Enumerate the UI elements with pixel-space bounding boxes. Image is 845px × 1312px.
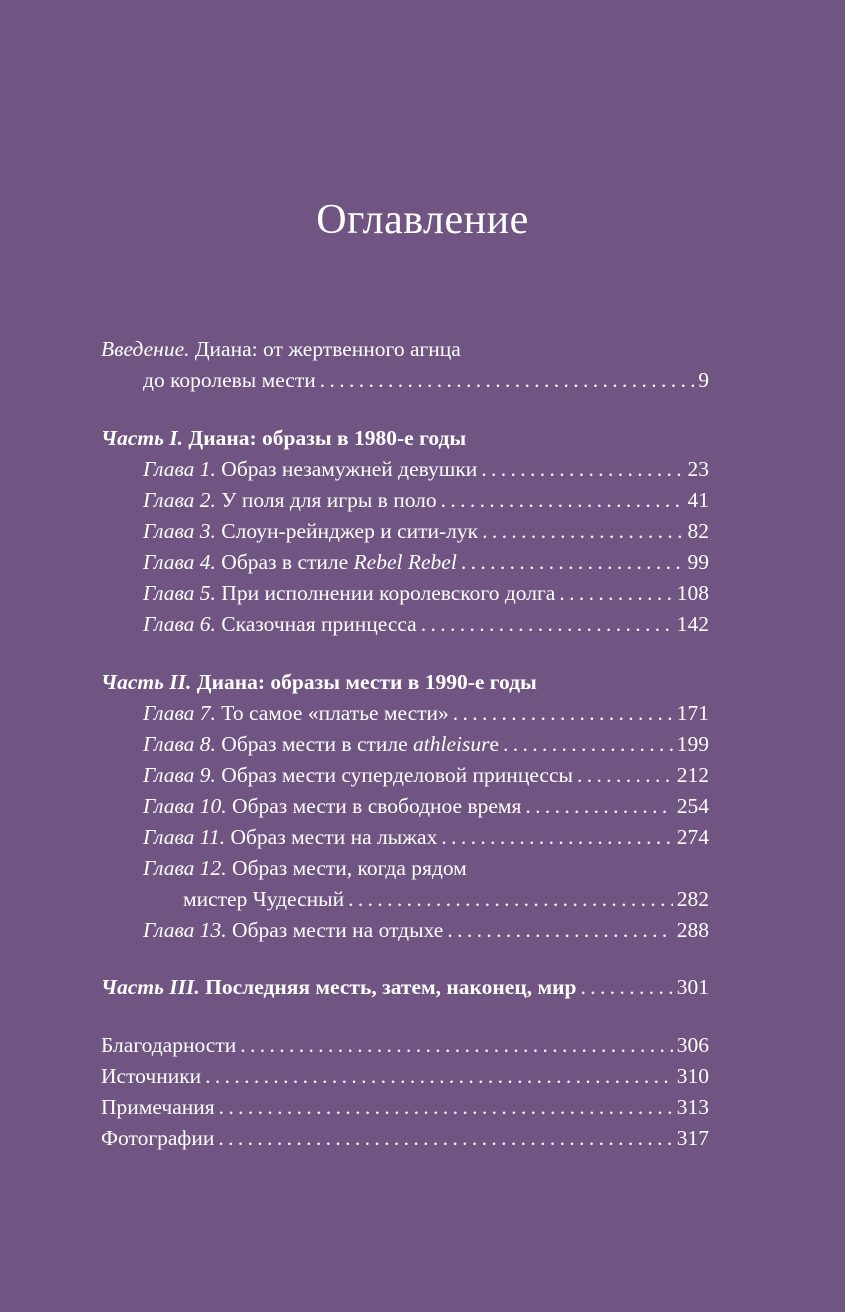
toc-chapter-6[interactable] — [0, 609, 845, 640]
toc-intro-line1 — [0, 334, 845, 365]
chapter-title: Образ мести суперделовой принцессы — [221, 763, 573, 787]
chapter-title-italic: athleisur — [413, 732, 490, 756]
chapter-title-line2: мистер Чудесный — [183, 887, 345, 911]
chapter-prefix: Глава 2. — [143, 488, 216, 512]
leader-dots — [559, 578, 672, 609]
leader-dots — [503, 729, 673, 760]
chapter-prefix: Глава 11. — [143, 825, 226, 849]
toc-part-1[interactable] — [0, 423, 845, 454]
leader-dots — [580, 972, 672, 1003]
toc-photos[interactable] — [0, 1123, 845, 1154]
chapter-prefix: Глава 10. — [143, 794, 227, 818]
toc-chapter-4[interactable] — [0, 547, 845, 578]
leader-dots — [421, 609, 673, 640]
chapter-prefix: Глава 1. — [143, 457, 216, 481]
leader-dots — [218, 1123, 672, 1154]
leader-dots — [447, 915, 672, 946]
chapter-prefix: Глава 8. — [143, 732, 216, 756]
toc-chapter-7[interactable] — [0, 698, 845, 729]
part-2-title: Диана: образы мести в 1990-е годы — [196, 670, 537, 694]
toc-part-2[interactable] — [0, 667, 845, 698]
leader-dots — [461, 547, 684, 578]
chapter-title: Сказочная принцесса — [221, 612, 417, 636]
part-1-prefix: Часть I. — [101, 426, 184, 450]
toc-chapter-11[interactable] — [0, 822, 845, 853]
toc-notes[interactable] — [0, 1092, 845, 1123]
leader-dots — [525, 791, 672, 822]
page-number: 108 — [676, 581, 709, 605]
leader-dots — [441, 822, 672, 853]
toc-chapter-1[interactable] — [0, 454, 845, 485]
toc-chapter-12-line2[interactable] — [0, 884, 845, 915]
chapter-title: Образ мести на лыжах — [230, 825, 438, 849]
part-3-title: Последняя месть, затем, наконец, мир — [205, 975, 577, 999]
leader-dots — [482, 516, 683, 547]
intro-title-line1: Диана: от жертвенного агнца — [194, 337, 461, 361]
leader-dots — [240, 1030, 673, 1061]
page-number: 9 — [698, 368, 709, 392]
toc-chapter-5[interactable] — [0, 578, 845, 609]
page-number: 301 — [676, 975, 709, 999]
chapter-prefix: Глава 3. — [143, 519, 216, 543]
page-number: 212 — [676, 763, 709, 787]
chapter-title: У поля для игры в поло — [221, 488, 437, 512]
chapter-prefix: Глава 5. — [143, 581, 216, 605]
intro-title-line2: до королевы мести — [143, 368, 316, 392]
chapter-title: Слоун-рейнджер и сити-лук — [221, 519, 479, 543]
intro-prefix: Введение. — [101, 337, 190, 361]
toc-chapter-9[interactable] — [0, 760, 845, 791]
page-number: 99 — [687, 550, 709, 574]
page-title: Оглавление — [316, 197, 529, 243]
chapter-title-tail: e — [489, 732, 500, 756]
chapter-title: Образ незамужней девушки — [221, 457, 478, 481]
leader-dots — [348, 884, 673, 915]
chapter-title: Образ мести, когда рядом — [232, 856, 467, 880]
page-number: 199 — [676, 732, 709, 756]
page-number: 23 — [687, 457, 709, 481]
part-1-title: Диана: образы в 1980-е годы — [188, 426, 467, 450]
leader-dots — [481, 454, 683, 485]
page-number: 317 — [676, 1126, 709, 1150]
chapter-prefix: Глава 12. — [143, 856, 227, 880]
page-number: 254 — [676, 794, 709, 818]
chapter-title: Образ мести на отдыхе — [232, 918, 444, 942]
back-matter-title: Источники — [101, 1064, 202, 1088]
toc-sources[interactable] — [0, 1061, 845, 1092]
toc-chapter-12-line1[interactable] — [0, 853, 845, 884]
page-number: 274 — [676, 825, 709, 849]
toc-part-3[interactable] — [0, 972, 845, 1003]
toc-chapter-13[interactable] — [0, 915, 845, 946]
leader-dots — [453, 698, 673, 729]
page-number: 142 — [676, 612, 709, 636]
leader-dots — [320, 365, 694, 396]
leader-dots — [577, 760, 673, 791]
chapter-prefix: Глава 4. — [143, 550, 216, 574]
toc-chapter-10[interactable] — [0, 791, 845, 822]
toc-intro-line2[interactable] — [0, 365, 845, 396]
back-matter-title: Примечания — [101, 1095, 215, 1119]
toc-chapter-2[interactable] — [0, 485, 845, 516]
page-number: 82 — [687, 519, 709, 543]
leader-dots — [219, 1092, 673, 1123]
leader-dots — [441, 485, 684, 516]
back-matter-title: Фотографии — [101, 1126, 215, 1150]
chapter-title: Образ в стиле — [221, 550, 349, 574]
chapter-title: Образ мести в стиле — [221, 732, 408, 756]
chapter-title: При исполнении королевского долга — [221, 581, 556, 605]
toc-chapter-3[interactable] — [0, 516, 845, 547]
page-number: 306 — [676, 1033, 709, 1057]
chapter-prefix: Глава 13. — [143, 918, 227, 942]
chapter-prefix: Глава 7. — [143, 701, 216, 725]
chapter-prefix: Глава 6. — [143, 612, 216, 636]
part-3-prefix: Часть III. — [101, 975, 200, 999]
page-number: 41 — [687, 488, 709, 512]
chapter-title-italic: Rebel Rebel — [353, 550, 457, 574]
chapter-title: Образ мести в свободное время — [232, 794, 522, 818]
part-2-prefix: Часть II. — [101, 670, 192, 694]
page-number: 282 — [676, 887, 709, 911]
page-number: 313 — [676, 1095, 709, 1119]
chapter-title: То самое «платье мести» — [221, 701, 449, 725]
back-matter-title: Благодарности — [101, 1033, 237, 1057]
leader-dots — [205, 1061, 673, 1092]
chapter-prefix: Глава 9. — [143, 763, 216, 787]
page-number: 171 — [676, 701, 709, 725]
toc-acknowledgements[interactable] — [0, 1030, 845, 1061]
toc-chapter-8[interactable] — [0, 729, 845, 760]
page-number: 310 — [676, 1064, 709, 1088]
page-number: 288 — [676, 918, 709, 942]
